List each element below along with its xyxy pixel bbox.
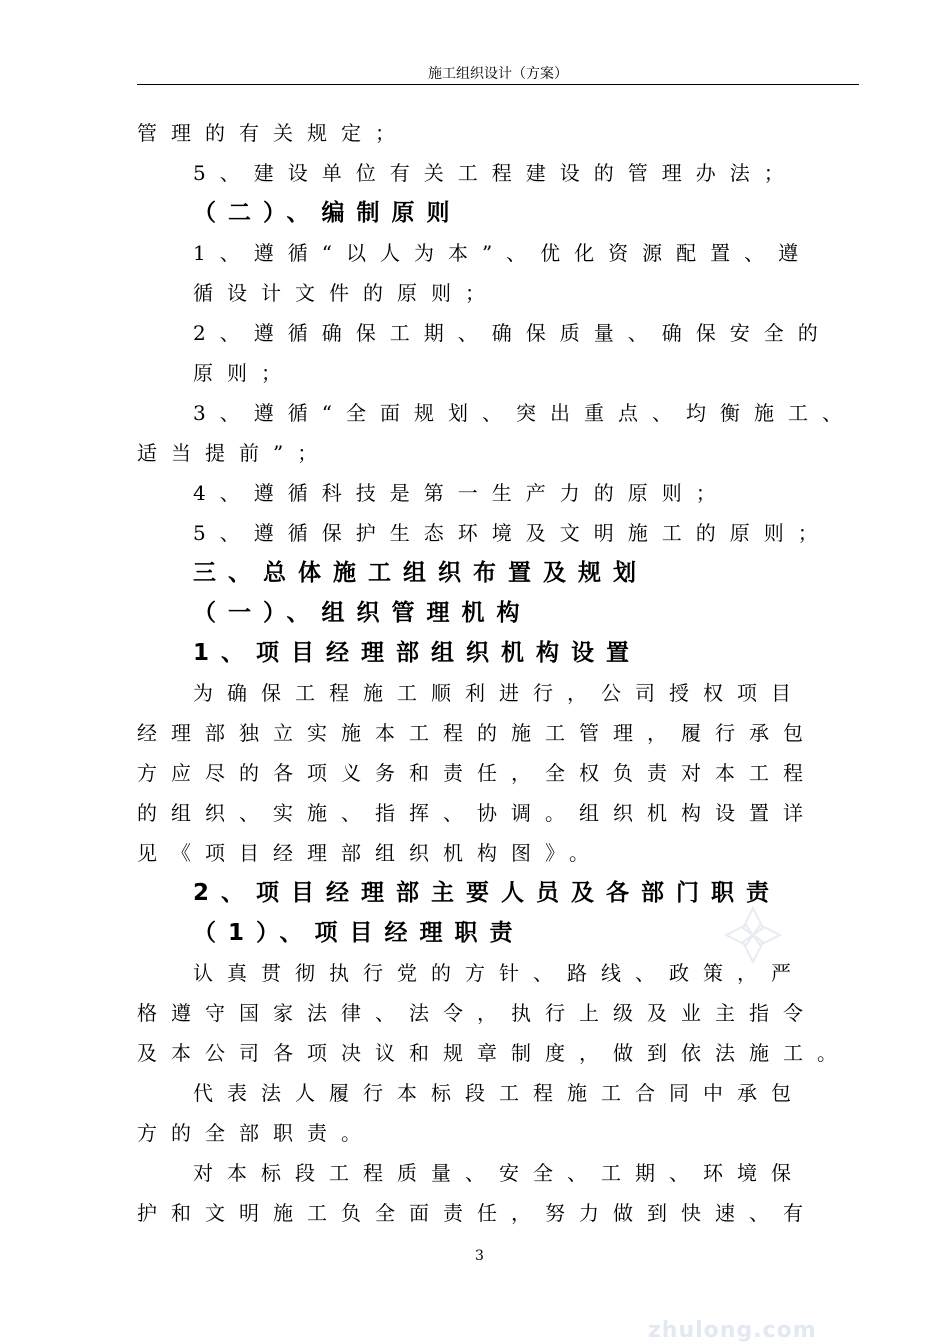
body-line: 2、遵循确保工期、确保质量、确保安全的 bbox=[193, 321, 832, 345]
page-header: 施工组织设计（方案） bbox=[428, 66, 568, 82]
body-line: 对本标段工程质量、安全、工期、环境保 bbox=[193, 1161, 805, 1185]
body-line: 管理的有关规定； bbox=[137, 121, 409, 145]
body-line: 及本公司各项决议和规章制度，做到依法施工。 bbox=[137, 1041, 851, 1065]
body-line: 4、遵循科技是第一生产力的原则； bbox=[193, 481, 730, 505]
body-line: 适当提前”； bbox=[137, 441, 332, 465]
section-heading: （二）、编制原则 bbox=[193, 200, 462, 226]
subsection-heading: （1）、项目经理职责 bbox=[193, 920, 525, 946]
body-line: 认真贯彻执行党的方针、路线、政策，严 bbox=[193, 961, 805, 985]
body-line: 5、建设单位有关工程建设的管理办法； bbox=[193, 161, 798, 185]
watermark-flower-icon bbox=[718, 900, 788, 970]
body-line: 的组织、实施、指挥、协调。组织机构设置详 bbox=[137, 801, 817, 825]
header-rule bbox=[137, 84, 859, 85]
chapter-heading: 三、总体施工组织布置及规划 bbox=[193, 560, 648, 586]
watermark-logo: zhulong.com bbox=[648, 1318, 817, 1343]
body-line: 1、遵循“以人为本”、优化资源配置、遵 bbox=[193, 241, 813, 265]
body-line: 循设计文件的原则； bbox=[193, 281, 499, 305]
body-line: 方应尽的各项义务和责任，全权负责对本工程 bbox=[137, 761, 817, 785]
subsection-heading: 2、项目经理部主要人员及各部门职责 bbox=[193, 880, 782, 906]
body-line: 原则； bbox=[193, 361, 295, 385]
body-line: 护和文明施工负全面责任，努力做到快速、有 bbox=[137, 1201, 817, 1225]
section-heading: （一）、组织管理机构 bbox=[193, 600, 532, 626]
body-line: 代表法人履行本标段工程施工合同中承包 bbox=[193, 1081, 805, 1105]
body-line: 3、遵循“全面规划、突出重点、均衡施工、 bbox=[193, 401, 856, 425]
subsection-heading: 1、项目经理部组织机构设置 bbox=[193, 640, 642, 666]
body-line: 方的全部职责。 bbox=[137, 1121, 375, 1145]
body-line: 为确保工程施工顺利进行，公司授权项目 bbox=[193, 681, 805, 705]
body-line: 经理部独立实施本工程的施工管理，履行承包 bbox=[137, 721, 817, 745]
body-line: 见《项目经理部组织机构图》。 bbox=[137, 841, 603, 865]
body-line: 5、遵循保护生态环境及文明施工的原则； bbox=[193, 521, 832, 545]
body-line: 格遵守国家法律、法令，执行上级及业主指令 bbox=[137, 1001, 817, 1025]
page-number: 3 bbox=[475, 1248, 484, 1264]
